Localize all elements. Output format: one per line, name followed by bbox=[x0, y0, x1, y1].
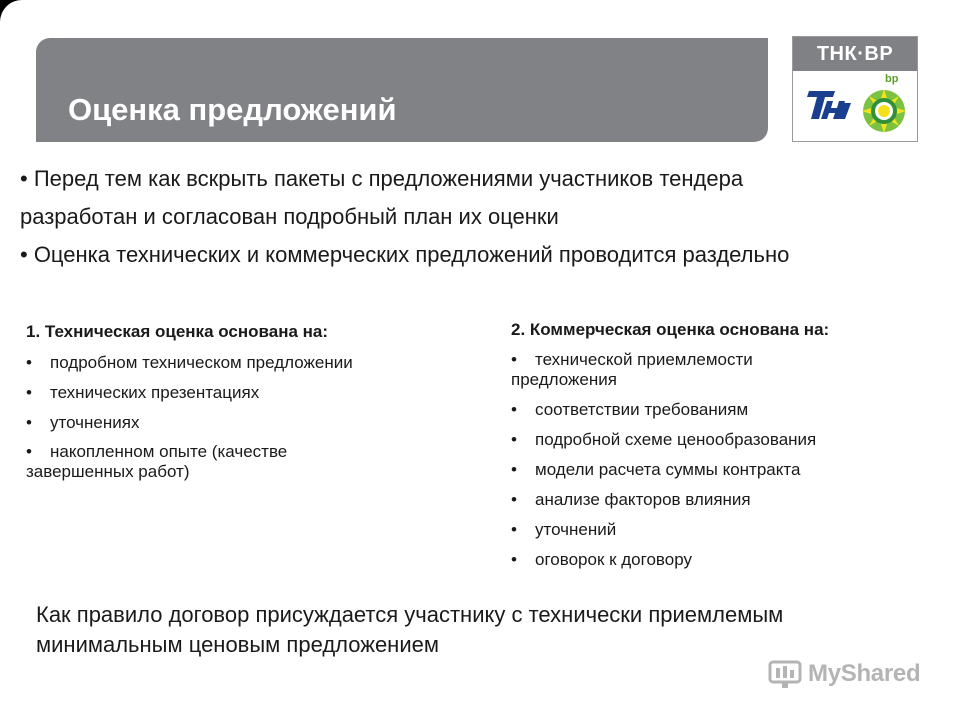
logo-brand-text: ТНК·BP bbox=[816, 42, 894, 65]
list-item: • подробном техническом предложении bbox=[26, 353, 353, 372]
list-item: • анализе факторов влияния bbox=[511, 490, 751, 509]
technical-evaluation bbox=[26, 322, 446, 491]
watermark-text: MyShared bbox=[808, 660, 921, 687]
list-item: • уточнениях bbox=[26, 413, 140, 432]
list-item: • подробной схеме ценообразования bbox=[511, 430, 817, 449]
intro-line-2: разработан и согласован подробный план их оценки bbox=[20, 204, 559, 229]
list-item: • модели расчета суммы контракта bbox=[511, 460, 801, 479]
intro-text bbox=[20, 160, 956, 274]
list-item: • оговорок к договору bbox=[511, 550, 692, 569]
myshared-logo-icon bbox=[768, 658, 802, 690]
intro-line-3: • Оценка технических и коммерческих предложений проводится раздельно bbox=[20, 242, 790, 267]
commercial-heading: 2. Коммерческая оценка основана на: bbox=[511, 320, 830, 339]
list-item: • накопленном опыте (качестве завершенных работ) bbox=[26, 442, 288, 481]
bp-helios-icon bbox=[859, 83, 909, 135]
commercial-evaluation bbox=[511, 320, 931, 579]
list-item: • технической приемлемости предложения bbox=[511, 350, 753, 389]
page-title: Оценка предложений bbox=[68, 92, 397, 127]
technical-heading: 1. Техническая оценка основана на: bbox=[26, 322, 329, 341]
logo-header bbox=[793, 37, 917, 71]
bp-label: bp bbox=[885, 73, 899, 85]
intro-line-1: • Перед тем как вскрыть пакеты с предложениями участников тендера bbox=[20, 166, 744, 191]
company-logo bbox=[792, 36, 918, 142]
list-item: • технических презентациях bbox=[26, 383, 260, 402]
tnk-logo-icon bbox=[805, 89, 853, 121]
closing-statement: Как правило договор присуждается участнику с технически приемлемым минимальным ценовым предложением bbox=[36, 602, 784, 657]
title-bar bbox=[36, 38, 768, 142]
list-item: • уточнений bbox=[511, 520, 617, 539]
watermark bbox=[768, 656, 920, 692]
list-item: • соответствии требованиям bbox=[511, 400, 749, 419]
